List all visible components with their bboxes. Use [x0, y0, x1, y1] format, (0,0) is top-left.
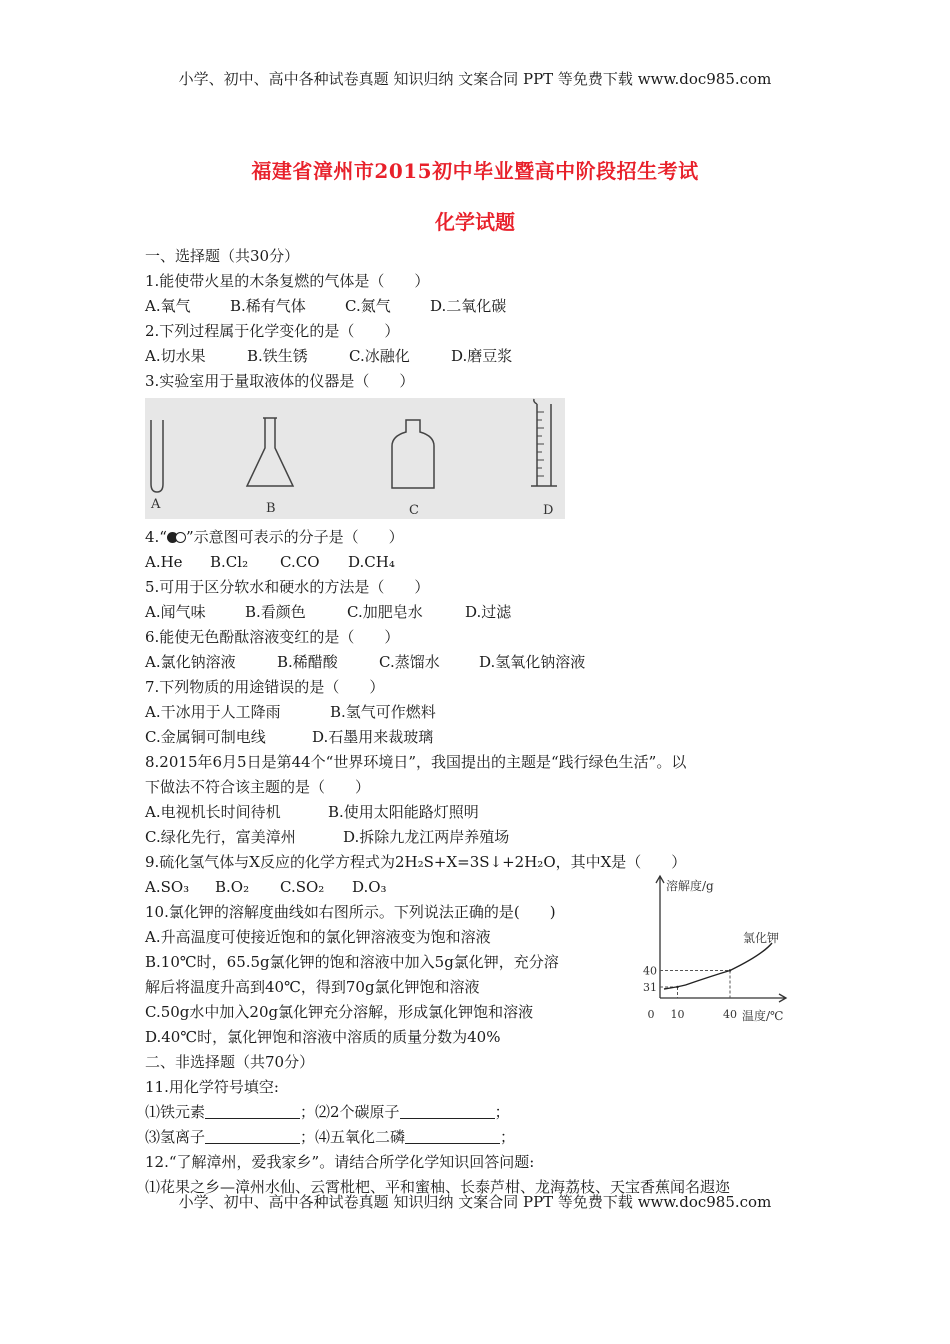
y-tick-label: 40	[643, 964, 657, 978]
q5-option-b: B.看颜色	[245, 603, 306, 621]
q9-option-d: D.O₃	[352, 878, 387, 896]
q6-options	[145, 650, 815, 675]
q12-part1: ⑴花果之乡—漳州水仙、云霄枇杷、平和蜜柚、长泰芦柑、龙海荔枝、天宝香蕉闻名遐迩	[145, 1178, 731, 1196]
q6-option-d: D.氢氧化钠溶液	[479, 653, 586, 671]
q4-stem	[145, 525, 815, 550]
data-point	[676, 986, 678, 988]
exam-title: 福建省漳州市2015初中毕业暨高中阶段招生考试	[251, 159, 699, 183]
q8-option-b: B.使用太阳能路灯照明	[328, 803, 479, 821]
apparatus-figure	[145, 398, 565, 519]
q1-option-d: D.二氧化碳	[430, 297, 507, 315]
y-tick-label: 31	[643, 981, 657, 994]
q10-option-a: A.升高温度可使接近饱和的氯化钾溶液变为饱和溶液	[145, 928, 491, 946]
q11-row1	[145, 1100, 815, 1125]
conical-flask-icon	[247, 418, 293, 486]
x-axis-label: 温度/℃	[742, 1009, 784, 1023]
q11-part1-label: ⑴铁元素	[145, 1103, 206, 1121]
q5-options	[145, 600, 815, 625]
q4-option-c: C.CO	[280, 553, 320, 571]
q2-options	[145, 344, 815, 369]
solubility-chart-svg	[643, 872, 796, 1023]
q2-stem: 2.下列过程属于化学变化的是（ ）	[145, 322, 400, 340]
q5-option-d: D.过滤	[465, 603, 512, 621]
q9-option-b: B.O₂	[215, 878, 250, 896]
q6-option-b: B.稀醋酸	[277, 653, 338, 671]
apparatus-label-d: D	[543, 503, 554, 518]
q4-stem-pre: 4.“	[145, 528, 167, 546]
q2-option-c: C.冰融化	[349, 347, 410, 365]
y-axis-label: 溶解度/g	[666, 879, 714, 893]
apparatus-label-b: B	[266, 501, 276, 516]
q4-option-a: A.He	[145, 553, 183, 571]
q7-options-ab	[145, 700, 815, 725]
q9-option-c: C.SO₂	[280, 878, 325, 896]
q8-options-ab	[145, 800, 815, 825]
q2-option-d: D.磨豆浆	[451, 347, 513, 365]
q7-option-a: A.干冰用于人工降雨	[145, 703, 281, 721]
q8-option-c: C.绿化先行，富美漳州	[145, 828, 296, 846]
q2-option-b: B.铁生锈	[247, 347, 308, 365]
q11-part4-label: ；⑷五氧化二磷	[300, 1128, 406, 1146]
q11-stem: 11.用化学符号填空:	[145, 1078, 279, 1096]
q4-option-b: B.Cl₂	[210, 553, 249, 571]
q12-stem: 12.“了解漳州，爱我家乡”。请结合所学化学知识回答问题:	[145, 1153, 535, 1171]
q1-option-c: C.氮气	[345, 297, 391, 315]
x-tick-label: 40	[723, 1008, 737, 1021]
q1-option-b: B.稀有气体	[230, 297, 306, 315]
q11-sep-2: ；	[500, 1128, 516, 1146]
reagent-bottle-icon	[392, 420, 434, 488]
q7-option-b: B.氢气可作燃料	[330, 703, 436, 721]
q8-stem-line1: 8.2015年6月5日是第44个“世界环境日”，我国提出的主题是“践行绿色生活”。以	[145, 753, 687, 771]
apparatus-label-a: A	[151, 497, 161, 512]
q1-stem: 1.能使带火星的木条复燃的气体是（ ）	[145, 272, 430, 290]
white-atom-icon	[175, 532, 186, 543]
exam-subtitle: 化学试题	[435, 210, 515, 234]
x-tick-label: 0	[647, 1008, 655, 1021]
q9-option-a: A.SO₃	[145, 878, 190, 896]
q11-part2-label: ；⑵2个碳原子	[300, 1103, 400, 1121]
q10-stem: 10.氯化钾的溶解度曲线如右图所示。下列说法正确的是( )	[145, 903, 556, 921]
q6-stem: 6.能使无色酚酞溶液变红的是（ ）	[145, 628, 400, 646]
q8-options-cd	[145, 825, 815, 850]
exam-content	[145, 244, 815, 1200]
q11-row2	[145, 1125, 815, 1150]
q9-stem: 9.硫化氢气体与X反应的化学方程式为2H₂S+X=3S↓+2H₂O，其中X是（ ）	[145, 853, 687, 871]
q8-option-d: D.拆除九龙江两岸养殖场	[343, 828, 510, 846]
x-tick-label: 10	[670, 1008, 685, 1021]
section-1-heading: 一、选择题（共30分）	[145, 247, 300, 265]
test-tube-icon	[151, 420, 163, 492]
apparatus-drawing	[145, 398, 565, 519]
q8-stem-line2: 下做法不符合该主题的是（ ）	[145, 778, 371, 796]
q11-part3-label: ⑶氢离子	[145, 1128, 206, 1146]
q10-option-b-line1: B.10℃时，65.5g氯化钾的饱和溶液中加入5g氯化钾，充分溶	[145, 953, 559, 971]
solubility-chart	[643, 872, 796, 1023]
q3-stem: 3.实验室用于量取液体的仪器是（ ）	[145, 372, 415, 390]
q10-option-d: D.40℃时，氯化钾饱和溶液中溶质的质量分数为40%	[145, 1028, 501, 1046]
q2-option-a: A.切水果	[145, 347, 206, 365]
data-point	[729, 969, 731, 971]
q10-option-b-line2: 解后将温度升高到40℃，得到70g氯化钾饱和溶液	[145, 978, 480, 996]
apparatus-label-c: C	[409, 503, 419, 518]
page-footer: 小学、初中、高中各种试卷真题 知识归纳 文案合同 PPT 等免费下载 www.doc985.com	[178, 1193, 772, 1211]
q5-option-c: C.加肥皂水	[347, 603, 423, 621]
q11-answer-blank-4[interactable]	[405, 1129, 500, 1144]
solubility-curve	[664, 943, 772, 989]
q1-options	[145, 294, 815, 319]
q4-options	[145, 550, 815, 575]
q7-option-d: D.石墨用来裁玻璃	[312, 728, 434, 746]
q11-answer-blank-2[interactable]	[400, 1104, 495, 1119]
q11-answer-blank-3[interactable]	[205, 1129, 300, 1144]
q11-sep-1: ；	[494, 1103, 510, 1121]
q6-option-c: C.蒸馏水	[379, 653, 440, 671]
q10-option-c: C.50g水中加入20g氯化钾充分溶解，形成氯化钾饱和溶液	[145, 1003, 534, 1021]
section-2-heading: 二、非选择题（共70分）	[145, 1053, 315, 1071]
page-header: 小学、初中、高中各种试卷真题 知识归纳 文案合同 PPT 等免费下载 www.doc985.com	[178, 70, 772, 88]
q7-option-c: C.金属铜可制电线	[145, 728, 266, 746]
cylinder-graduation-marks	[537, 412, 544, 476]
q11-answer-blank-1[interactable]	[205, 1104, 300, 1119]
q4-option-d: D.CH₄	[348, 553, 395, 571]
q5-stem: 5.可用于区分软水和硬水的方法是（ ）	[145, 578, 430, 596]
series-label: 氯化钾	[743, 931, 780, 945]
q6-option-a: A.氯化钠溶液	[145, 653, 236, 671]
q7-stem: 7.下列物质的用途错误的是（ ）	[145, 678, 385, 696]
q8-option-a: A.电视机长时间待机	[145, 803, 281, 821]
q1-option-a: A.氧气	[145, 297, 191, 315]
q5-option-a: A.闻气味	[145, 603, 206, 621]
q7-options-cd	[145, 725, 815, 750]
q4-stem-post: ”示意图可表示的分子是（ ）	[185, 528, 404, 546]
